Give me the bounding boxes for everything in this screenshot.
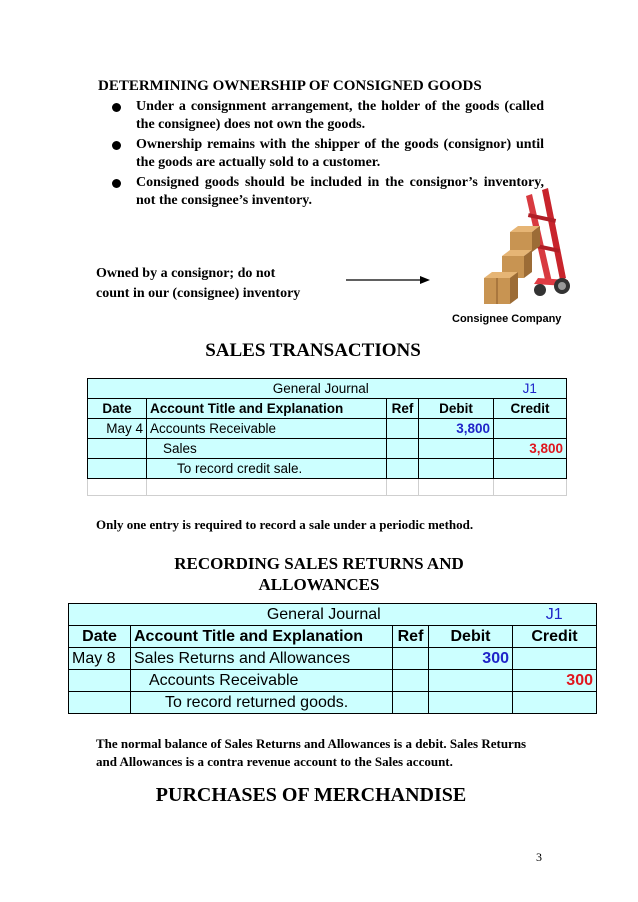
page-number: 3 <box>536 850 542 864</box>
credit-cell: 3,800 <box>494 439 567 459</box>
debit-cell: 3,800 <box>419 419 494 439</box>
journal-header-row <box>69 626 597 648</box>
account-cell: Sales <box>147 439 387 459</box>
bullet-dot-icon <box>112 141 121 150</box>
date-cell: May 8 <box>69 648 131 670</box>
right-arrow-icon <box>346 274 430 286</box>
debit-cell <box>419 459 494 479</box>
column-header: Ref <box>387 399 419 419</box>
account-cell: Accounts Receivable <box>147 419 387 439</box>
sales-general-journal-table <box>87 378 567 496</box>
debit-cell <box>429 670 513 692</box>
credit-cell <box>494 459 567 479</box>
ref-cell <box>393 692 429 714</box>
credit-cell <box>494 419 567 439</box>
ref-cell <box>387 439 419 459</box>
date-cell <box>88 459 147 479</box>
journal-row <box>88 439 567 459</box>
journal-title-row <box>88 379 567 399</box>
ref-cell <box>393 670 429 692</box>
ref-cell <box>387 419 419 439</box>
date-cell <box>88 439 147 459</box>
bullet-dot-icon <box>112 103 121 112</box>
date-cell <box>69 670 131 692</box>
date-cell <box>69 692 131 714</box>
credit-cell: 300 <box>513 670 597 692</box>
journal-title-row <box>69 604 597 626</box>
account-cell: To record credit sale. <box>147 459 387 479</box>
journal-row <box>88 459 567 479</box>
bullet-item: Ownership remains with the shipper of the goods (consignor) until the goods are actually sold to a customer. <box>112 136 544 172</box>
hand-truck-with-boxes-icon <box>482 186 572 310</box>
journal-ref: J1 <box>494 379 567 399</box>
account-cell: To record returned goods. <box>131 692 393 714</box>
column-header: Credit <box>513 626 597 648</box>
debit-cell <box>419 439 494 459</box>
column-header: Debit <box>429 626 513 648</box>
credit-cell <box>513 648 597 670</box>
credit-cell <box>513 692 597 714</box>
sales-transactions-heading: SALES TRANSACTIONS <box>205 340 421 361</box>
sales-returns-heading: RECORDING SALES RETURNS AND ALLOWANCES <box>174 554 464 594</box>
ownership-bullet-list <box>112 98 544 212</box>
bullet-item: Under a consignment arrangement, the holder of the goods (called the consignee) does not own the goods. <box>112 98 544 134</box>
ref-cell <box>393 648 429 670</box>
journal-header-row <box>88 399 567 419</box>
owned-by-consignor-text: Owned by a consignor; do not count in our (consignee) inventory <box>96 266 301 301</box>
journal-row <box>69 692 597 714</box>
journal-row <box>88 419 567 439</box>
column-header: Ref <box>393 626 429 648</box>
column-header: Debit <box>419 399 494 419</box>
normal-balance-note: The normal balance of Sales Returns and Allowances is a debit. Sales Returns and Allowances is a contra revenue account to the Sales account. <box>96 736 527 769</box>
column-header: Date <box>69 626 131 648</box>
account-cell: Sales Returns and Allowances <box>131 648 393 670</box>
journal-ref: J1 <box>513 604 597 626</box>
periodic-method-note: Only one entry is required to record a sale under a periodic method. <box>96 517 474 532</box>
journal-title: General Journal <box>88 379 494 399</box>
column-header: Account Title and Explanation <box>147 399 387 419</box>
column-header: Account Title and Explanation <box>131 626 393 648</box>
journal-blank-row <box>88 479 567 496</box>
debit-cell: 300 <box>429 648 513 670</box>
bullet-dot-icon <box>112 179 121 188</box>
account-cell: Accounts Receivable <box>131 670 393 692</box>
purchases-heading: PURCHASES OF MERCHANDISE <box>155 784 467 806</box>
returns-general-journal-table <box>68 603 597 714</box>
ref-cell <box>387 459 419 479</box>
journal-row <box>69 670 597 692</box>
journal-title: General Journal <box>69 604 513 626</box>
ownership-heading: DETERMINING OWNERSHIP OF CONSIGNED GOODS <box>98 78 482 94</box>
column-header: Credit <box>494 399 567 419</box>
journal-row <box>69 648 597 670</box>
debit-cell <box>429 692 513 714</box>
column-header: Date <box>88 399 147 419</box>
date-cell: May 4 <box>88 419 147 439</box>
bullet-item: Consigned goods should be included in the consignor’s inventory, not the consignee’s inventory. <box>112 174 544 210</box>
consignee-company-label: Consignee Company <box>452 313 562 325</box>
